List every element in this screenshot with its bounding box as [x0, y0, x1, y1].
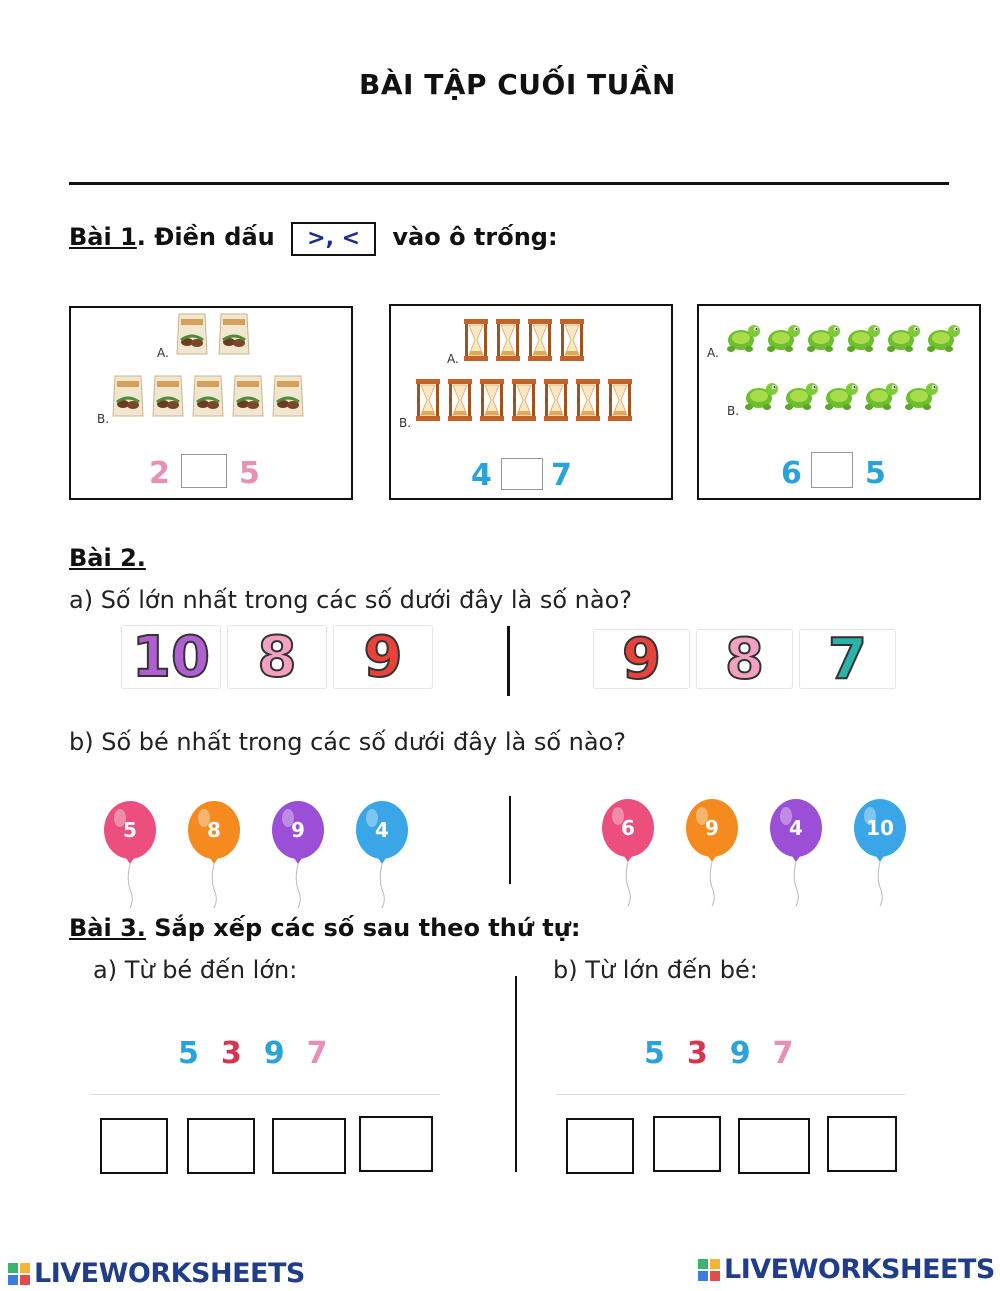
panel1-left-number: 2 — [149, 456, 170, 491]
sort-b-number-2: 3 — [686, 1036, 708, 1071]
tiles-left-group — [121, 625, 433, 689]
panel1-label-a: A. — [157, 346, 169, 360]
panel2-answer-box[interactable] — [501, 458, 543, 490]
bai2-question-b: b) Số bé nhất trong các số dưới đây là số nào? — [69, 728, 626, 756]
sort-a-number-3: 9 — [263, 1036, 285, 1071]
compare-panel-3 — [697, 304, 981, 500]
coffee-bag-icon — [111, 372, 145, 422]
number-tile-right-3[interactable]: 7 — [799, 629, 896, 689]
panel1-row-b — [111, 372, 305, 422]
sort-b-number-3: 9 — [729, 1036, 751, 1071]
balloon-number: 9 — [705, 816, 719, 840]
sort-a-answer-1[interactable] — [100, 1118, 168, 1174]
coffee-bag-icon — [231, 372, 265, 422]
coffee-bag-icon — [175, 310, 209, 360]
balloon-left-3[interactable] — [268, 800, 328, 910]
bai3-b-label: b) Từ lớn đến bé: — [553, 956, 758, 984]
sort-b-line — [556, 1094, 906, 1095]
title-divider — [69, 182, 949, 185]
hourglass-icon — [575, 378, 601, 426]
bai2-question-a: a) Số lớn nhất trong các số dưới đây là số nào? — [69, 586, 633, 614]
coffee-bag-icon — [191, 372, 225, 422]
balloon-left-2[interactable] — [184, 800, 244, 910]
bai3-heading — [69, 914, 580, 942]
number-tile-left-1[interactable]: 10 — [121, 625, 221, 689]
number-tile-right-1[interactable]: 9 — [593, 629, 690, 689]
bai2a-divider — [507, 626, 510, 696]
hourglass-icon — [415, 378, 441, 426]
sort-a-answer-4[interactable] — [359, 1116, 433, 1172]
coffee-bag-icon — [271, 372, 305, 422]
panel2-left-number: 4 — [471, 458, 492, 493]
turtle-icon — [863, 378, 899, 416]
panel3-row-a — [725, 320, 961, 358]
balloon-right-3[interactable] — [766, 798, 826, 908]
bai1-text-after: vào ô trống: — [392, 223, 558, 251]
bai2-label: Bài 2. — [69, 544, 146, 572]
page-title: BÀI TẬP CUỐI TUẦN — [359, 68, 676, 101]
compare-panel-1 — [69, 306, 353, 500]
balloon-number: 4 — [789, 816, 803, 840]
hourglass-icon — [511, 378, 537, 426]
turtle-icon — [783, 378, 819, 416]
panel1-answer-box[interactable] — [181, 454, 227, 488]
panel3-row-b — [743, 378, 939, 416]
hourglass-icon — [527, 318, 553, 366]
sort-a-number-2: 3 — [220, 1036, 242, 1071]
sort-b-answer-2[interactable] — [653, 1116, 721, 1172]
bai3-divider — [515, 976, 517, 1172]
panel1-label-b: B. — [97, 412, 110, 426]
panel3-right-number: 5 — [865, 456, 886, 491]
bai3-label: Bài 3. — [69, 914, 146, 942]
sort-a-line — [90, 1094, 440, 1095]
turtle-icon — [903, 378, 939, 416]
panel3-left-number: 6 — [781, 456, 802, 491]
signs-box: >, < — [291, 222, 376, 256]
sort-a-answer-3[interactable] — [272, 1118, 346, 1174]
sort-b-answer-1[interactable] — [566, 1118, 634, 1174]
balloon-number: 4 — [375, 818, 389, 842]
bai1-text-before: . Điền dấu — [136, 223, 275, 251]
turtle-icon — [845, 320, 881, 358]
balloon-number: 6 — [621, 816, 635, 840]
panel2-row-a — [463, 318, 585, 366]
sort-b-number-1: 5 — [644, 1036, 665, 1071]
turtle-icon — [765, 320, 801, 358]
balloon-right-4[interactable] — [850, 798, 910, 908]
balloon-right-2[interactable] — [682, 798, 742, 908]
coffee-bag-icon — [151, 372, 185, 422]
balloon-number: 10 — [866, 816, 894, 840]
bai2b-divider — [509, 796, 511, 884]
panel3-label-a: A. — [707, 346, 719, 360]
logo-text-left: LIVEWORKSHEETS — [34, 1258, 305, 1289]
turtle-icon — [823, 378, 859, 416]
sort-b-number-4: 7 — [772, 1036, 794, 1071]
panel1-right-number: 5 — [239, 456, 260, 491]
hourglass-icon — [559, 318, 585, 366]
bai1-label: Bài 1 — [69, 223, 137, 251]
sort-a-number-4: 7 — [306, 1036, 328, 1071]
balloon-left-4[interactable] — [352, 800, 412, 910]
turtle-icon — [885, 320, 921, 358]
bai1-heading — [69, 222, 558, 256]
panel2-row-b — [415, 378, 633, 426]
hourglass-icon — [479, 378, 505, 426]
logo-text-right: LIVEWORKSHEETS — [724, 1254, 995, 1285]
compare-panel-2 — [389, 304, 673, 500]
panel2-right-number: 7 — [551, 458, 572, 493]
number-tile-left-3[interactable]: 9 — [333, 625, 433, 689]
coffee-bag-icon — [217, 310, 251, 360]
turtle-icon — [925, 320, 961, 358]
logo-grid-icon — [698, 1259, 720, 1281]
hourglass-icon — [447, 378, 473, 426]
panel3-answer-box[interactable] — [811, 452, 853, 488]
sort-b-numbers — [644, 1036, 794, 1071]
bai3-a-label: a) Từ bé đến lớn: — [93, 956, 298, 984]
hourglass-icon — [607, 378, 633, 426]
hourglass-icon — [463, 318, 489, 366]
balloon-right-1[interactable] — [598, 798, 658, 908]
balloon-number: 5 — [123, 818, 137, 842]
balloons-right-group — [598, 798, 910, 908]
liveworksheets-logo-left — [8, 1258, 305, 1289]
balloons-left-group — [100, 800, 412, 910]
balloon-number: 9 — [291, 818, 305, 842]
hourglass-icon — [495, 318, 521, 366]
logo-grid-icon — [8, 1263, 30, 1285]
panel3-label-b: B. — [727, 404, 740, 418]
sort-a-number-1: 5 — [178, 1036, 199, 1071]
turtle-icon — [805, 320, 841, 358]
number-tile-left-2[interactable]: 8 — [227, 625, 327, 689]
sort-a-answer-2[interactable] — [187, 1118, 255, 1174]
panel2-label-a: A. — [447, 352, 459, 366]
turtle-icon — [743, 378, 779, 416]
bai3-text: Sắp xếp các số sau theo thứ tự: — [145, 914, 581, 942]
hourglass-icon — [543, 378, 569, 426]
tiles-right-group — [593, 626, 896, 692]
panel1-row-a — [175, 310, 251, 360]
liveworksheets-logo-right — [698, 1254, 995, 1285]
sort-b-answer-3[interactable] — [738, 1118, 810, 1174]
panel2-label-b: B. — [399, 416, 412, 430]
balloon-number: 8 — [207, 818, 221, 842]
balloon-left-1[interactable] — [100, 800, 160, 910]
sort-a-numbers — [178, 1036, 328, 1071]
sort-b-answer-4[interactable] — [827, 1116, 897, 1172]
turtle-icon — [725, 320, 761, 358]
number-tile-right-2[interactable]: 8 — [696, 629, 793, 689]
